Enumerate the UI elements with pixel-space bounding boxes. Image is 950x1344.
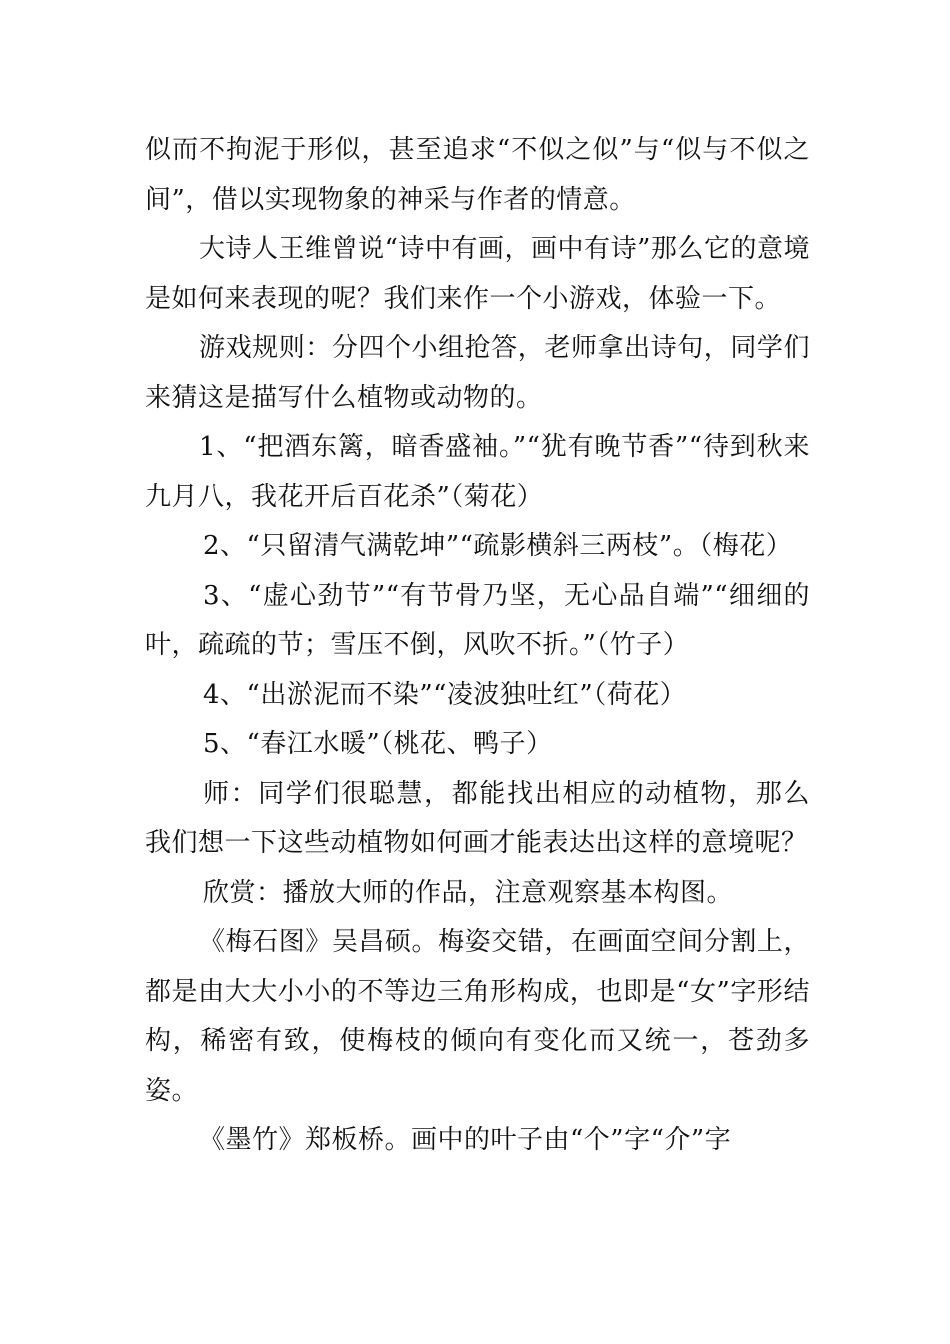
list-item-1-chrysanthemum: 1、“把酒东篱，暗香盛袖。”“犹有晚节香”“待到秋来九月八，我花开后百花杀”（菊花） [145, 432, 810, 512]
paragraph-ink-bamboo: 《墨竹》郑板桥。画中的叶子由“个”字“介”字 [199, 1125, 732, 1155]
list-item-3-bamboo: 3、“虚心劲节”“有节骨乃坚，无心品自端”“细细的叶，疏疏的节；雪压不倒，风吹不折。”（竹子） [145, 580, 810, 660]
paragraph-teacher: 师：同学们很聪慧，都能找出相应的动植物，那么我们想一下这些动植物如何画才能表达出这样的意境呢？ [145, 778, 810, 858]
document-body [145, 126, 810, 1166]
paragraph-game-rules: 游戏规则：分四个小组抢答，老师拿出诗句，同学们来猜这是描写什么植物或动物的。 [145, 333, 810, 413]
list-item-5-peach-duck: 5、“春江水暖”（桃花、鸭子） [203, 729, 553, 759]
paragraph-plum-stone: 《梅石图》吴昌硕。梅姿交错，在画面空间分割上，都是由大大小小的不等边三角形构成，也即是“女”字形结构，稀密有致，使梅枝的倾向有变化而又统一，苍劲多姿。 [145, 927, 810, 1106]
list-item-2-plum: 2、“只留清气满乾坤”“疏影横斜三两枝”。（梅花） [203, 531, 793, 561]
paragraph-appreciation: 欣赏：播放大师的作品，注意观察基本构图。 [203, 877, 734, 908]
paragraph-continuation: 似而不拘泥于形似，甚至追求“不似之似”与“似与不似之间”，借以实现物象的神采与作者的情意。 [145, 135, 810, 215]
paragraph-wangwei: 大诗人王维曾说“诗中有画，画中有诗”那么它的意境是如何来表现的呢？我们来作一个小游戏，体验一下。 [145, 234, 810, 314]
list-item-4-lotus: 4、“出淤泥而不染”“凌波独吐红”（荷花） [203, 679, 687, 710]
